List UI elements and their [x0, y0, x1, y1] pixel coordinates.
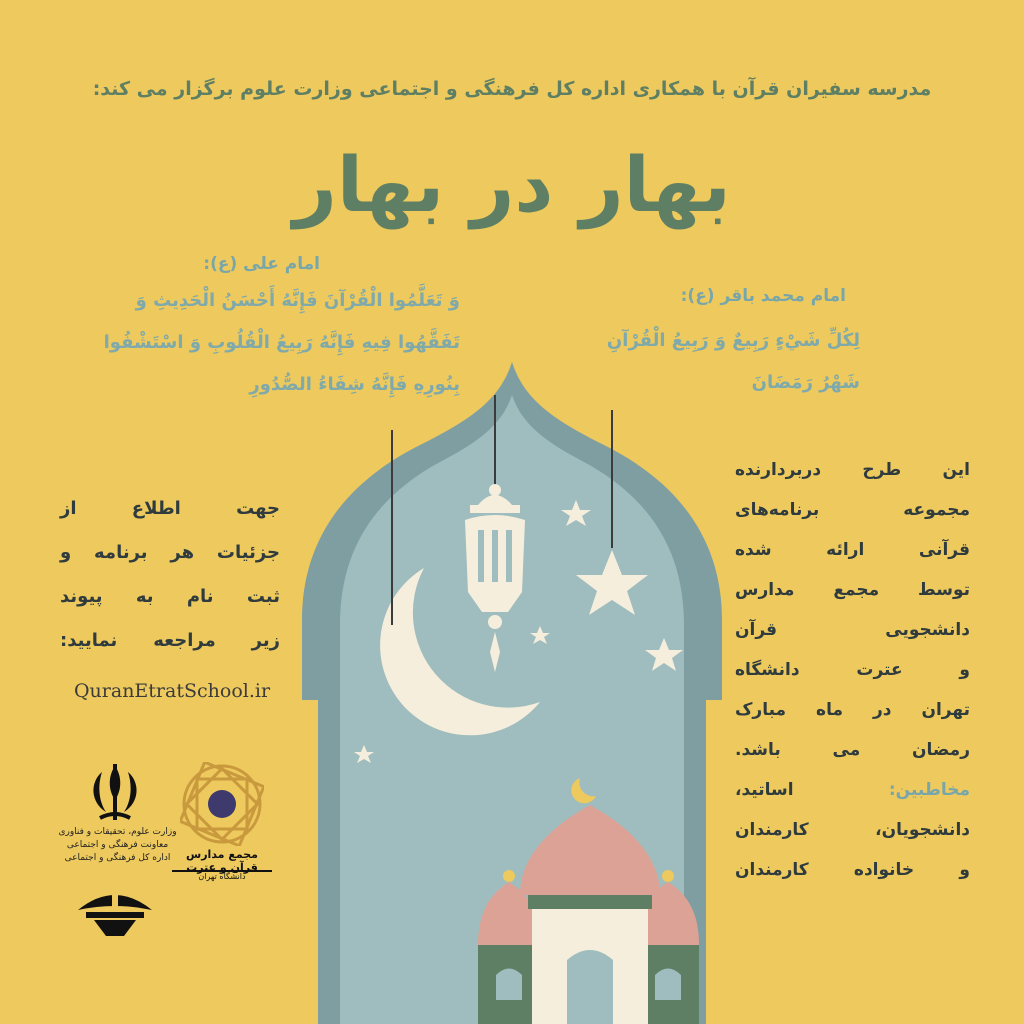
info-line: تهران در ماه مبارک — [735, 700, 970, 720]
info-line: رمضان می باشد. — [735, 740, 970, 760]
info-line: و عترت دانشگاه — [735, 660, 970, 680]
audience-item: اساتید، — [735, 780, 794, 800]
info-line: دانشجویی قرآن — [735, 620, 970, 640]
website-link[interactable]: QuranEtratSchool.ir — [73, 680, 271, 702]
info-line: جزئیات هر برنامه و — [60, 542, 280, 563]
registration-info — [60, 487, 280, 663]
info-line: مجموعه برنامه‌های — [735, 500, 970, 520]
university-logo-icon — [74, 880, 156, 940]
audience-line — [735, 770, 970, 810]
info-line: این طرح دربردارنده — [735, 460, 970, 480]
main-title: بهار در بهار — [293, 140, 731, 229]
info-line: ثبت نام به پیوند — [60, 586, 280, 607]
school-caption: مجمع مدارس قرآن و عترت — [172, 848, 272, 872]
rosette-icon — [180, 762, 264, 846]
info-line: دانشجویان، کارمندان — [735, 820, 970, 840]
program-description — [735, 450, 970, 890]
school-sub-caption: دانشگاه تهران — [198, 872, 246, 881]
ministry-caption: وزارت علوم، تحقیقات و فناوری معاونت فرهنگی و اجتماعی اداره کل فرهنگی و اجتماعی — [58, 827, 177, 863]
hadith-line: بِنُورِهِ فَإِنَّهُ شِفَاءُ الصُّدُورِ — [249, 374, 460, 395]
imam-baqer-hadith: لِكُلِّ شَيْءٍ رَبِيعٌ وَ رَبِيعُ الْقُرْآنِ شَهْرُ رَمَضَانَ — [606, 330, 860, 393]
info-line: جهت اطلاع از — [60, 498, 280, 519]
imam-ali-header: امام علی (ع): — [203, 254, 320, 274]
imam-baqer-header: امام محمد باقر (ع): — [680, 286, 846, 306]
hadith-line: وَ تَعَلَّمُوا الْقُرْآنَ فَإِنَّهُ أَحْسَنُ الْحَدِيثِ وَ — [135, 290, 460, 311]
info-line: توسط مجمع مدارس — [735, 580, 970, 600]
iran-emblem-icon — [80, 762, 150, 826]
info-line: قرآنی ارائه شده — [735, 540, 970, 560]
hadith-line: تَفَقَّهُوا فِيهِ فَإِنَّهُ رَبِيعُ الْقُلُوبِ وَ اسْتَشْفُوا — [103, 332, 460, 353]
info-line: و خانواده کارمندان — [735, 860, 970, 880]
intro-line: مدرسه سفیران قرآن با همکاری اداره کل فرهنگی و اجتماعی وزارت علوم برگزار می کند: — [92, 78, 932, 100]
audience-label: مخاطبین: — [888, 780, 970, 800]
info-line: زیر مراجعه نمایید: — [60, 630, 280, 651]
